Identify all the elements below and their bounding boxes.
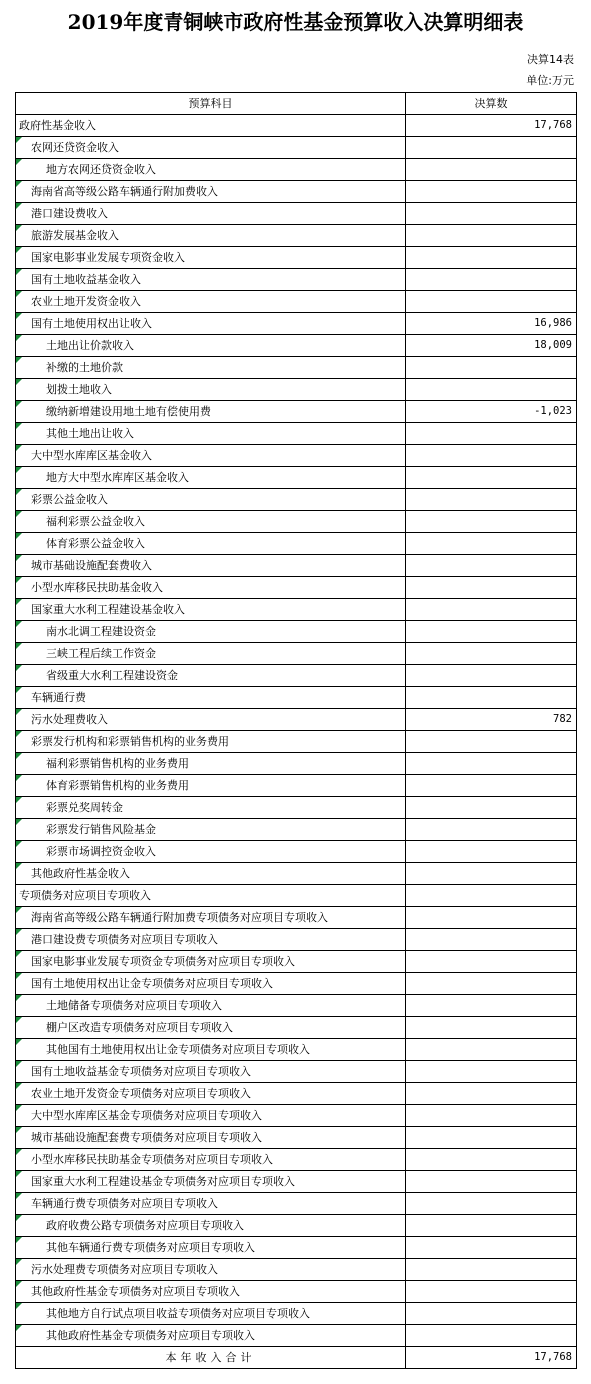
row-label: 小型水库移民扶助基金收入 — [16, 577, 406, 599]
table-row — [16, 1237, 577, 1259]
table-row — [16, 291, 577, 313]
table-row — [16, 511, 577, 533]
table-row — [16, 929, 577, 951]
row-value — [406, 621, 577, 643]
row-label: 国家电影事业发展专项资金收入 — [16, 247, 406, 269]
row-value — [406, 511, 577, 533]
table-row — [16, 1325, 577, 1347]
row-value — [406, 1281, 577, 1303]
row-value — [406, 1237, 577, 1259]
row-label: 海南省高等级公路车辆通行附加费收入 — [16, 181, 406, 203]
row-label: 棚户区改造专项债务对应项目专项收入 — [16, 1017, 406, 1039]
table-row — [16, 819, 577, 841]
row-value — [406, 841, 577, 863]
row-value — [406, 753, 577, 775]
table-row — [16, 1039, 577, 1061]
row-value — [406, 577, 577, 599]
row-label: 国家重大水利工程建设基金收入 — [16, 599, 406, 621]
table-row — [16, 203, 577, 225]
table-row — [16, 1149, 577, 1171]
table-row — [16, 313, 577, 335]
table-row — [16, 973, 577, 995]
row-label: 南水北调工程建设资金 — [16, 621, 406, 643]
table-row — [16, 709, 577, 731]
row-value — [406, 357, 577, 379]
row-label: 划拨土地收入 — [16, 379, 406, 401]
row-label: 污水处理费专项债务对应项目专项收入 — [16, 1259, 406, 1281]
row-value: 782 — [406, 709, 577, 731]
row-value — [406, 731, 577, 753]
table-row — [16, 643, 577, 665]
table-row — [16, 863, 577, 885]
row-label: 污水处理费收入 — [16, 709, 406, 731]
row-label: 政府性基金收入 — [16, 115, 406, 137]
row-label: 小型水库移民扶助基金专项债务对应项目专项收入 — [16, 1149, 406, 1171]
row-value — [406, 203, 577, 225]
row-value — [406, 907, 577, 929]
table-row — [16, 577, 577, 599]
row-label: 地方大中型水库库区基金收入 — [16, 467, 406, 489]
total-row — [16, 1347, 577, 1369]
table-row — [16, 687, 577, 709]
row-label: 国有土地收益基金收入 — [16, 269, 406, 291]
table-row — [16, 225, 577, 247]
row-label: 体育彩票销售机构的业务费用 — [16, 775, 406, 797]
table-row — [16, 1061, 577, 1083]
row-label: 体育彩票公益金收入 — [16, 533, 406, 555]
row-value — [406, 225, 577, 247]
row-label: 其他国有土地使用权出让金专项债务对应项目专项收入 — [16, 1039, 406, 1061]
row-value — [406, 775, 577, 797]
row-label: 海南省高等级公路车辆通行附加费专项债务对应项目专项收入 — [16, 907, 406, 929]
table-row — [16, 995, 577, 1017]
row-value — [406, 929, 577, 951]
table-row — [16, 599, 577, 621]
table-row — [16, 357, 577, 379]
row-label: 补缴的土地价款 — [16, 357, 406, 379]
table-row — [16, 1017, 577, 1039]
row-value — [406, 1039, 577, 1061]
row-value — [406, 533, 577, 555]
table-row — [16, 797, 577, 819]
row-value — [406, 1105, 577, 1127]
row-label: 彩票公益金收入 — [16, 489, 406, 511]
table-row — [16, 665, 577, 687]
table-row — [16, 533, 577, 555]
table-code: 决算14表 — [527, 53, 574, 66]
table-row — [16, 1259, 577, 1281]
row-value — [406, 1171, 577, 1193]
row-value — [406, 137, 577, 159]
row-value — [406, 863, 577, 885]
row-label: 大中型水库库区基金专项债务对应项目专项收入 — [16, 1105, 406, 1127]
header-item: 预算科目 — [16, 93, 406, 115]
table-row — [16, 555, 577, 577]
row-label: 港口建设费专项债务对应项目专项收入 — [16, 929, 406, 951]
row-value — [406, 379, 577, 401]
row-label: 土地出让价款收入 — [16, 335, 406, 357]
total-label: 本年收入合计 — [16, 1347, 406, 1369]
header-row — [16, 93, 577, 115]
row-value — [406, 1149, 577, 1171]
table-row — [16, 1193, 577, 1215]
row-value — [406, 489, 577, 511]
row-value — [406, 181, 577, 203]
row-value — [406, 973, 577, 995]
row-label: 省级重大水利工程建设资金 — [16, 665, 406, 687]
row-label: 国有土地收益基金专项债务对应项目专项收入 — [16, 1061, 406, 1083]
table-row — [16, 137, 577, 159]
table-row — [16, 181, 577, 203]
total-value: 17,768 — [406, 1347, 577, 1369]
table-row — [16, 907, 577, 929]
row-label: 三峡工程后续工作资金 — [16, 643, 406, 665]
row-label: 其他车辆通行费专项债务对应项目专项收入 — [16, 1237, 406, 1259]
row-value — [406, 445, 577, 467]
table-row — [16, 467, 577, 489]
row-value — [406, 599, 577, 621]
table-row — [16, 379, 577, 401]
row-label: 政府收费公路专项债务对应项目专项收入 — [16, 1215, 406, 1237]
row-value: 16,986 — [406, 313, 577, 335]
row-value — [406, 819, 577, 841]
table-row — [16, 423, 577, 445]
row-value — [406, 1083, 577, 1105]
report-title: 2019年度青铜峡市政府性基金预算收入决算明细表 — [67, 10, 524, 34]
table-row — [16, 951, 577, 973]
row-value — [406, 1259, 577, 1281]
table-row — [16, 489, 577, 511]
header-amount: 决算数 — [406, 93, 577, 115]
row-label: 港口建设费收入 — [16, 203, 406, 225]
row-label: 城市基础设施配套费专项债务对应项目专项收入 — [16, 1127, 406, 1149]
row-value — [406, 159, 577, 181]
row-value — [406, 995, 577, 1017]
row-value: 18,009 — [406, 335, 577, 357]
row-label: 土地储备专项债务对应项目专项收入 — [16, 995, 406, 1017]
row-value: -1,023 — [406, 401, 577, 423]
row-value: 17,768 — [406, 115, 577, 137]
row-value — [406, 797, 577, 819]
row-label: 彩票发行销售风险基金 — [16, 819, 406, 841]
row-value — [406, 951, 577, 973]
row-label: 农业土地开发资金专项债务对应项目专项收入 — [16, 1083, 406, 1105]
row-value — [406, 1017, 577, 1039]
table-row — [16, 1281, 577, 1303]
row-value — [406, 1127, 577, 1149]
table-row — [16, 885, 577, 907]
table-row — [16, 115, 577, 137]
table-row — [16, 621, 577, 643]
row-value — [406, 423, 577, 445]
table-row — [16, 753, 577, 775]
table-row — [16, 1303, 577, 1325]
table-row — [16, 1127, 577, 1149]
row-value — [406, 467, 577, 489]
row-value — [406, 885, 577, 907]
row-value — [406, 1193, 577, 1215]
row-label: 城市基础设施配套费收入 — [16, 555, 406, 577]
row-label: 地方农网还贷资金收入 — [16, 159, 406, 181]
row-label: 国有土地使用权出让金专项债务对应项目专项收入 — [16, 973, 406, 995]
table-row — [16, 775, 577, 797]
row-label: 其他地方自行试点项目收益专项债务对应项目专项收入 — [16, 1303, 406, 1325]
unit-label: 单位:万元 — [526, 74, 574, 87]
row-label: 国家重大水利工程建设基金专项债务对应项目专项收入 — [16, 1171, 406, 1193]
row-label: 福利彩票公益金收入 — [16, 511, 406, 533]
row-value — [406, 247, 577, 269]
table-row — [16, 401, 577, 423]
table-row — [16, 1105, 577, 1127]
row-label: 车辆通行费专项债务对应项目专项收入 — [16, 1193, 406, 1215]
row-value — [406, 665, 577, 687]
row-label: 福利彩票销售机构的业务费用 — [16, 753, 406, 775]
row-label: 大中型水库库区基金收入 — [16, 445, 406, 467]
table-row — [16, 1083, 577, 1105]
row-label: 车辆通行费 — [16, 687, 406, 709]
row-label: 其他政府性基金专项债务对应项目专项收入 — [16, 1281, 406, 1303]
table-row — [16, 247, 577, 269]
row-label: 专项债务对应项目专项收入 — [16, 885, 406, 907]
table-row — [16, 445, 577, 467]
table-row — [16, 1171, 577, 1193]
row-value — [406, 643, 577, 665]
row-value — [406, 1215, 577, 1237]
row-label: 农网还贷资金收入 — [16, 137, 406, 159]
row-value — [406, 1325, 577, 1347]
table-row — [16, 269, 577, 291]
table-row — [16, 841, 577, 863]
row-label: 国家电影事业发展专项资金专项债务对应项目专项收入 — [16, 951, 406, 973]
row-value — [406, 555, 577, 577]
row-value — [406, 1061, 577, 1083]
table-row — [16, 731, 577, 753]
table-row — [16, 1215, 577, 1237]
row-label: 其他政府性基金专项债务对应项目专项收入 — [16, 1325, 406, 1347]
row-value — [406, 1303, 577, 1325]
row-label: 农业土地开发资金收入 — [16, 291, 406, 313]
row-label: 其他政府性基金收入 — [16, 863, 406, 885]
table-row — [16, 335, 577, 357]
row-label: 其他土地出让收入 — [16, 423, 406, 445]
row-label: 彩票兑奖周转金 — [16, 797, 406, 819]
row-label: 旅游发展基金收入 — [16, 225, 406, 247]
row-value — [406, 269, 577, 291]
table-row — [16, 159, 577, 181]
row-label: 国有土地使用权出让收入 — [16, 313, 406, 335]
row-value — [406, 687, 577, 709]
budget-table — [15, 92, 577, 1369]
row-label: 彩票发行机构和彩票销售机构的业务费用 — [16, 731, 406, 753]
row-value — [406, 291, 577, 313]
row-label: 缴纳新增建设用地土地有偿使用费 — [16, 401, 406, 423]
row-label: 彩票市场调控资金收入 — [16, 841, 406, 863]
